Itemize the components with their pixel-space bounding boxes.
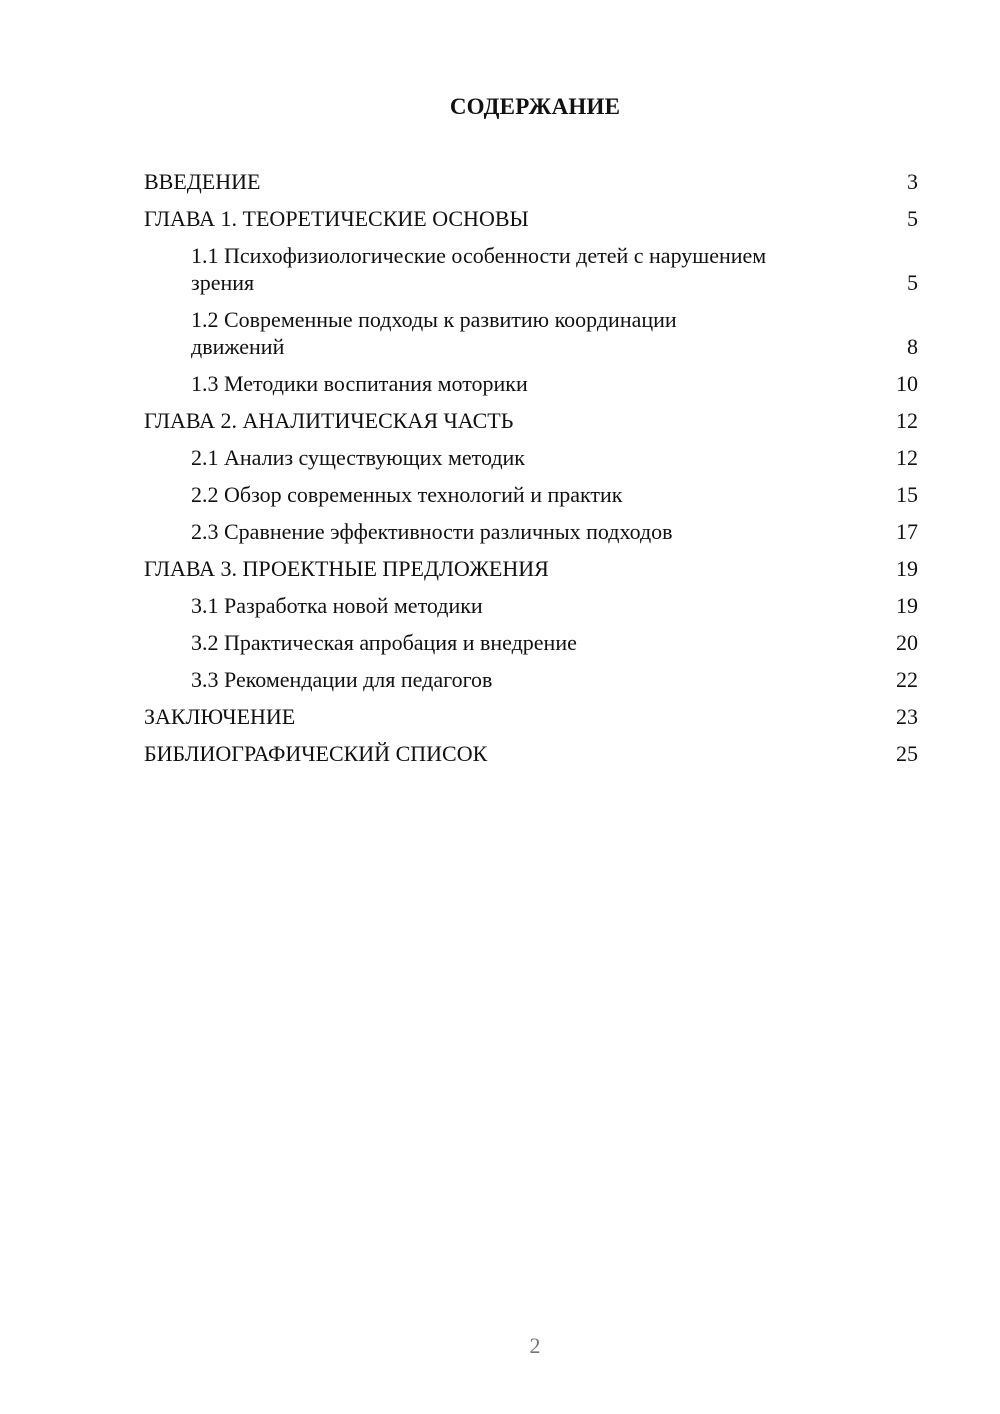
toc-entry-1-2[interactable] bbox=[144, 306, 918, 360]
toc-entry-text: 3.2 Практическая апробация и внедрение bbox=[191, 630, 577, 655]
toc-entry-page: 10 bbox=[896, 371, 918, 396]
toc-entry-text: ГЛАВА 3. ПРОЕКТНЫЕ ПРЕДЛОЖЕНИЯ bbox=[144, 556, 549, 581]
toc-entry-2-3[interactable] bbox=[144, 518, 918, 545]
toc-entry-text: 3.3 Рекомендации для педагогов bbox=[191, 667, 493, 692]
toc-entry-page: 3 bbox=[907, 169, 918, 194]
toc-entry-text: ВВЕДЕНИЕ bbox=[144, 169, 261, 194]
toc-entry-bibliography[interactable] bbox=[144, 740, 918, 767]
toc-entry-page: 15 bbox=[896, 482, 918, 507]
toc-entry-page: 19 bbox=[896, 593, 918, 618]
toc-entry-1-3[interactable] bbox=[144, 370, 918, 397]
toc-entry-page: 17 bbox=[896, 519, 918, 544]
toc-entry-3-3[interactable] bbox=[144, 666, 918, 693]
toc-entry-chapter-3[interactable] bbox=[144, 555, 918, 582]
toc-entry-2-2[interactable] bbox=[144, 481, 918, 508]
toc-entry-text: ГЛАВА 1. ТЕОРЕТИЧЕСКИЕ ОСНОВЫ bbox=[144, 206, 529, 231]
toc-entry-3-2[interactable] bbox=[144, 629, 918, 656]
toc-entry-chapter-1[interactable] bbox=[144, 205, 918, 232]
toc-entry-page: 8 bbox=[907, 334, 918, 359]
toc-entry-page: 19 bbox=[896, 556, 918, 581]
toc-entry-text: 3.1 Разработка новой методики bbox=[191, 593, 483, 618]
toc-entry-text: 1.1 Психофизиологические особенности детей с нарушением зрения bbox=[191, 243, 767, 295]
toc-entry-text: 2.3 Сравнение эффективности различных подходов bbox=[191, 519, 673, 544]
toc-entry-page: 12 bbox=[896, 408, 918, 433]
toc-entry-text: ЗАКЛЮЧЕНИЕ bbox=[144, 704, 296, 729]
toc-entry-page: 5 bbox=[907, 206, 918, 231]
toc-entry-conclusion[interactable] bbox=[144, 703, 918, 730]
toc-entry-page: 20 bbox=[896, 630, 918, 655]
toc-entry-page: 23 bbox=[896, 704, 918, 729]
toc-entry-page: 5 bbox=[907, 270, 918, 295]
toc-entry-text: 1.3 Методики воспитания моторики bbox=[191, 371, 528, 396]
toc-entry-text: БИБЛИОГРАФИЧЕСКИЙ СПИСОК bbox=[144, 741, 488, 766]
toc-entry-text: ГЛАВА 2. АНАЛИТИЧЕСКАЯ ЧАСТЬ bbox=[144, 408, 514, 433]
toc-entry-chapter-2[interactable] bbox=[144, 407, 918, 434]
page-number: 2 bbox=[529, 1333, 541, 1358]
toc-entry-text: 1.2 Современные подходы к развитию координации движений bbox=[191, 307, 677, 359]
toc-entry-page: 22 bbox=[896, 667, 918, 692]
toc-entry-text: 2.1 Анализ существующих методик bbox=[191, 445, 525, 470]
toc-entry-3-1[interactable] bbox=[144, 592, 918, 619]
page-title: СОДЕРЖАНИЕ bbox=[449, 94, 621, 119]
toc-entry-page: 25 bbox=[896, 741, 918, 766]
toc-entry-text: 2.2 Обзор современных технологий и практик bbox=[191, 482, 623, 507]
table-of-contents bbox=[144, 168, 918, 777]
toc-entry-introduction[interactable] bbox=[144, 168, 918, 195]
toc-entry-1-1[interactable] bbox=[144, 242, 918, 296]
toc-entry-2-1[interactable] bbox=[144, 444, 918, 471]
toc-entry-page: 12 bbox=[896, 445, 918, 470]
